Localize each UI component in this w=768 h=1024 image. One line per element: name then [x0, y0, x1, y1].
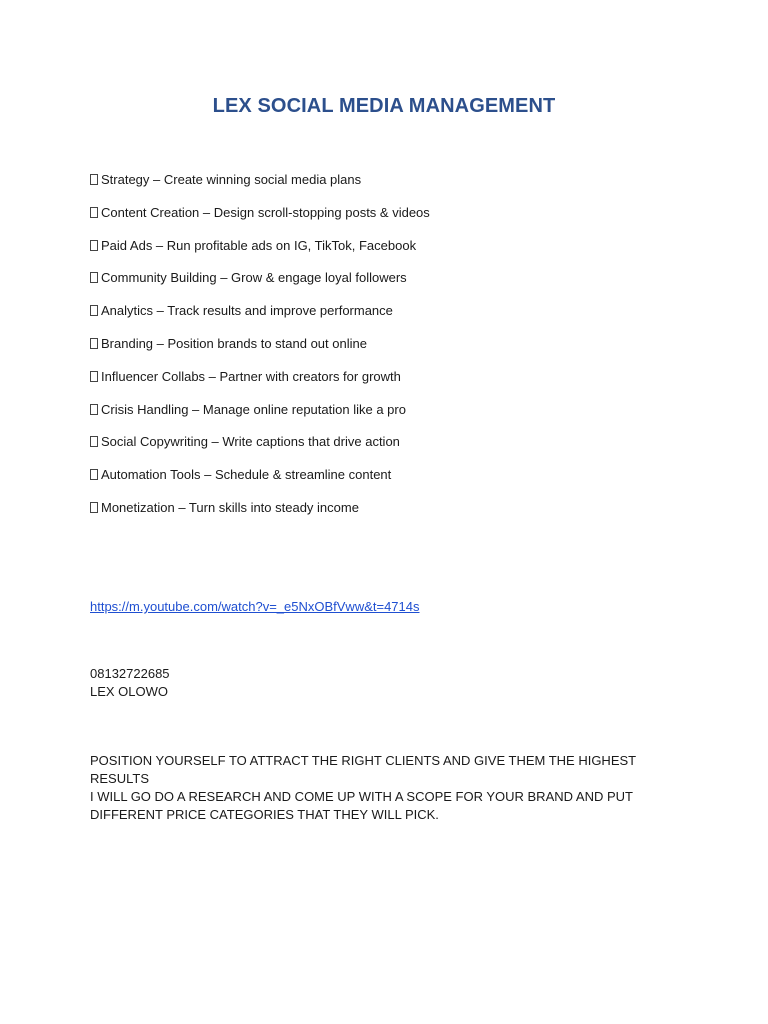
- service-text: Analytics – Track results and improve performance: [101, 303, 393, 319]
- list-item: [90, 335, 710, 368]
- service-text: Social Copywriting – Write captions that drive action: [101, 434, 400, 450]
- page-title: LEX SOCIAL MEDIA MANAGEMENT: [212, 95, 556, 117]
- list-item: [90, 269, 710, 302]
- youtube-link[interactable]: https://m.youtube.com/watch?v=_e5NxOBfVww&t=4714s: [90, 599, 420, 614]
- missing-glyph-icon: [90, 371, 98, 382]
- service-text: Automation Tools – Schedule & streamline content: [101, 467, 392, 483]
- service-text: Crisis Handling – Manage online reputation like a pro: [101, 401, 406, 417]
- list-item: [90, 171, 710, 204]
- missing-glyph-icon: [90, 502, 98, 513]
- services-list: [90, 171, 710, 532]
- list-item: [90, 401, 710, 434]
- service-text: Strategy – Create winning social media plans: [101, 172, 362, 187]
- list-item: [90, 204, 710, 237]
- missing-glyph-icon: [90, 207, 98, 218]
- list-item: [90, 433, 710, 466]
- service-text: Paid Ads – Run profitable ads on IG, TikTok, Facebook: [101, 237, 417, 253]
- service-text: Content Creation – Design scroll-stopping posts & videos: [101, 204, 430, 220]
- phone-number: 08132722685: [90, 666, 170, 681]
- list-item: [90, 302, 710, 335]
- contact-name: LEX OLOWO: [90, 684, 169, 699]
- missing-glyph-icon: [90, 174, 98, 185]
- list-item: [90, 466, 710, 499]
- missing-glyph-icon: [90, 338, 98, 349]
- list-item: [90, 237, 710, 270]
- service-text: Influencer Collabs – Partner with creators for growth: [101, 368, 401, 384]
- missing-glyph-icon: [90, 469, 98, 480]
- missing-glyph-icon: [90, 272, 98, 283]
- missing-glyph-icon: [90, 404, 98, 415]
- service-text: Community Building – Grow & engage loyal followers: [101, 270, 407, 286]
- missing-glyph-icon: [90, 305, 98, 316]
- list-item: [90, 499, 710, 532]
- missing-glyph-icon: [90, 436, 98, 447]
- note-paragraph: I WILL GO DO A RESEARCH AND COME UP WITH A SCOPE FOR YOUR BRAND AND PUT DIFFERENT PRICE CATEGORIES THAT THEY WILL PICK.: [90, 789, 633, 822]
- notes-block: [90, 752, 690, 824]
- service-text: Branding – Position brands to stand out online: [101, 335, 367, 351]
- missing-glyph-icon: [90, 240, 98, 251]
- service-text: Monetization – Turn skills into steady income: [101, 499, 359, 515]
- list-item: [90, 368, 710, 401]
- contact-block: [90, 665, 170, 701]
- note-paragraph: POSITION YOURSELF TO ATTRACT THE RIGHT CLIENTS AND GIVE THEM THE HIGHEST RESULTS: [90, 753, 636, 786]
